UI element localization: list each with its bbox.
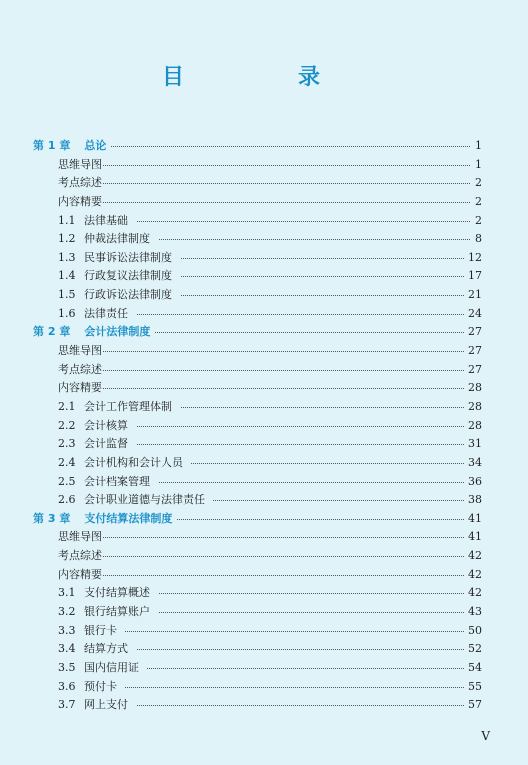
page-number: 28 (464, 379, 482, 398)
toc-section-row[interactable] (0, 230, 528, 249)
page-number: 1 (471, 156, 482, 175)
entry-label (58, 361, 102, 380)
page-number: 34 (464, 454, 482, 473)
page-number: 27 (464, 342, 482, 361)
page-number: 24 (464, 305, 482, 324)
toc-entry-row[interactable] (0, 342, 528, 361)
entry-label (58, 417, 136, 436)
toc-section-row[interactable] (0, 286, 528, 305)
entry-label (58, 528, 102, 547)
entry-title: 思维导图 (58, 344, 102, 358)
toc-chapter-row[interactable] (0, 510, 528, 529)
dot-leader (60, 537, 474, 538)
page-number: 50 (464, 622, 482, 641)
entry-label (58, 640, 136, 659)
entry-label (58, 491, 213, 510)
entry-title: 会计监督 (84, 437, 128, 451)
chapter-number: 第 3 章 (33, 511, 71, 525)
page-number: 54 (464, 659, 482, 678)
entry-title: 思维导图 (58, 530, 102, 544)
toc-section-row[interactable] (0, 678, 528, 697)
entry-label (58, 622, 125, 641)
section-number: 3.4 (58, 642, 76, 656)
page-number: 2 (471, 193, 482, 212)
toc-entry-row[interactable] (0, 566, 528, 585)
entry-label (58, 547, 102, 566)
toc-section-row[interactable] (0, 696, 528, 715)
page-number: 43 (464, 603, 482, 622)
entry-title: 银行结算账户 (84, 605, 150, 619)
toc-section-row[interactable] (0, 398, 528, 417)
toc-entry-row[interactable] (0, 379, 528, 398)
chapter-number: 第 1 章 (33, 139, 71, 152)
entry-title: 结算方式 (84, 642, 128, 656)
toc-entry-row[interactable] (0, 361, 528, 380)
page-number: 41 (464, 510, 482, 529)
dot-leader (60, 146, 474, 147)
toc-section-row[interactable] (0, 267, 528, 286)
dot-leader (60, 370, 474, 371)
page-number: 28 (464, 398, 482, 417)
entry-title: 网上支付 (84, 698, 128, 712)
page-number: 21 (464, 286, 482, 305)
dot-leader (60, 165, 474, 166)
entry-label (58, 584, 158, 603)
section-number: 1.5 (58, 288, 76, 302)
toc-section-row[interactable] (0, 249, 528, 268)
page-number: 38 (464, 491, 482, 510)
toc-entry-row[interactable] (0, 156, 528, 175)
page-number: 17 (464, 267, 482, 286)
page-number: 41 (464, 528, 482, 547)
entry-label (58, 379, 102, 398)
dot-leader (60, 556, 474, 557)
entry-title: 民事诉讼法律制度 (84, 250, 172, 264)
page-number: 1 (471, 137, 482, 156)
entry-title: 支付结算概述 (84, 586, 150, 600)
dot-leader (60, 183, 474, 184)
entry-label (58, 286, 180, 305)
page-number: 57 (464, 696, 482, 715)
entry-label (58, 566, 102, 585)
chapter-label (33, 510, 176, 529)
section-number: 3.3 (58, 623, 76, 637)
entry-title: 思维导图 (58, 157, 102, 171)
section-number: 3.1 (58, 586, 76, 600)
section-number: 2.1 (58, 399, 76, 413)
toc-section-row[interactable] (0, 305, 528, 324)
table-of-contents (0, 137, 528, 715)
toc-section-row[interactable] (0, 491, 528, 510)
entry-label (58, 305, 136, 324)
entry-title: 银行卡 (84, 623, 117, 637)
entry-label (58, 174, 102, 193)
chapter-title: 支付结算法律制度 (84, 511, 173, 525)
page-number-footer: V (481, 729, 490, 743)
page-number: 42 (464, 547, 482, 566)
dot-leader (60, 388, 474, 389)
toc-section-row[interactable] (0, 473, 528, 492)
page-number: 31 (464, 435, 482, 454)
section-number: 1.1 (58, 213, 76, 227)
section-number: 1.3 (58, 250, 76, 264)
section-number: 2.2 (58, 418, 76, 432)
toc-entry-row[interactable] (0, 193, 528, 212)
entry-title: 仲裁法律制度 (84, 232, 150, 246)
section-number: 1.4 (58, 269, 76, 283)
entry-label (58, 696, 136, 715)
toc-section-row[interactable] (0, 417, 528, 436)
page-number: 36 (464, 473, 482, 492)
section-number: 3.2 (58, 605, 76, 619)
toc-section-row[interactable] (0, 640, 528, 659)
entry-title: 内容精要 (58, 567, 102, 581)
entry-label (58, 267, 180, 286)
entry-title: 内容精要 (58, 194, 102, 208)
chapter-label (33, 323, 154, 342)
entry-title: 会计职业道德与法律责任 (84, 493, 205, 507)
entry-label (58, 603, 158, 622)
entry-label (58, 454, 191, 473)
toc-chapter-row[interactable] (0, 137, 528, 156)
entry-label (58, 230, 158, 249)
page-number: 52 (464, 640, 482, 659)
section-number: 2.3 (58, 437, 76, 451)
entry-title: 会计工作管理体制 (84, 399, 172, 413)
section-number: 1.6 (58, 306, 76, 320)
toc-section-row[interactable] (0, 584, 528, 603)
page-number: 42 (464, 584, 482, 603)
page-number: 42 (464, 566, 482, 585)
toc-section-row[interactable] (0, 435, 528, 454)
entry-label (58, 473, 158, 492)
section-number: 2.5 (58, 474, 76, 488)
entry-title: 行政复议法律制度 (84, 269, 172, 283)
entry-title: 行政诉讼法律制度 (84, 288, 172, 302)
toc-section-row[interactable] (0, 659, 528, 678)
dot-leader (60, 351, 474, 352)
toc-entry-row[interactable] (0, 528, 528, 547)
entry-title: 法律责任 (84, 306, 128, 320)
section-number: 3.7 (58, 698, 76, 712)
section-number: 2.6 (58, 493, 76, 507)
toc-section-row[interactable] (0, 454, 528, 473)
toc-section-row[interactable] (0, 603, 528, 622)
entry-title: 会计机构和会计人员 (84, 455, 183, 469)
section-number: 1.2 (58, 232, 76, 246)
entry-title: 考点综述 (58, 549, 102, 563)
dot-leader (60, 202, 474, 203)
chapter-title: 会计法律制度 (84, 325, 151, 339)
page-number: 28 (464, 417, 482, 436)
page-number: 8 (471, 230, 482, 249)
toc-entry-row[interactable] (0, 547, 528, 566)
entry-title: 国内信用证 (84, 660, 139, 674)
entry-title: 预付卡 (84, 679, 117, 693)
page-number: 27 (464, 361, 482, 380)
page-number: 55 (464, 678, 482, 697)
section-number: 2.4 (58, 455, 76, 469)
toc-entry-row[interactable] (0, 174, 528, 193)
entry-label (58, 342, 102, 361)
entry-label (58, 212, 136, 231)
entry-title: 考点综述 (58, 362, 102, 376)
entry-label (58, 398, 180, 417)
entry-title: 会计档案管理 (84, 474, 150, 488)
entry-title: 内容精要 (58, 381, 102, 395)
toc-section-row[interactable] (0, 622, 528, 641)
chapter-label (33, 137, 110, 156)
entry-label (58, 678, 125, 697)
entry-title: 法律基础 (84, 213, 128, 227)
entry-label (58, 249, 180, 268)
section-number: 3.6 (58, 679, 76, 693)
entry-label (58, 435, 136, 454)
page-number: 2 (471, 174, 482, 193)
dot-leader (60, 575, 474, 576)
page-number: 12 (464, 249, 482, 268)
entry-label (58, 156, 102, 175)
section-number: 3.5 (58, 660, 76, 674)
page-number: 27 (464, 323, 482, 342)
page-number: 2 (471, 212, 482, 231)
toc-chapter-row[interactable] (0, 323, 528, 342)
chapter-title: 总论 (84, 139, 107, 152)
toc-section-row[interactable] (0, 212, 528, 231)
chapter-number: 第 2 章 (33, 325, 71, 339)
entry-label (58, 659, 147, 678)
entry-title: 会计核算 (84, 418, 128, 432)
entry-label (58, 193, 102, 212)
page-title: 目 录 (161, 65, 366, 90)
entry-title: 考点综述 (58, 176, 102, 190)
